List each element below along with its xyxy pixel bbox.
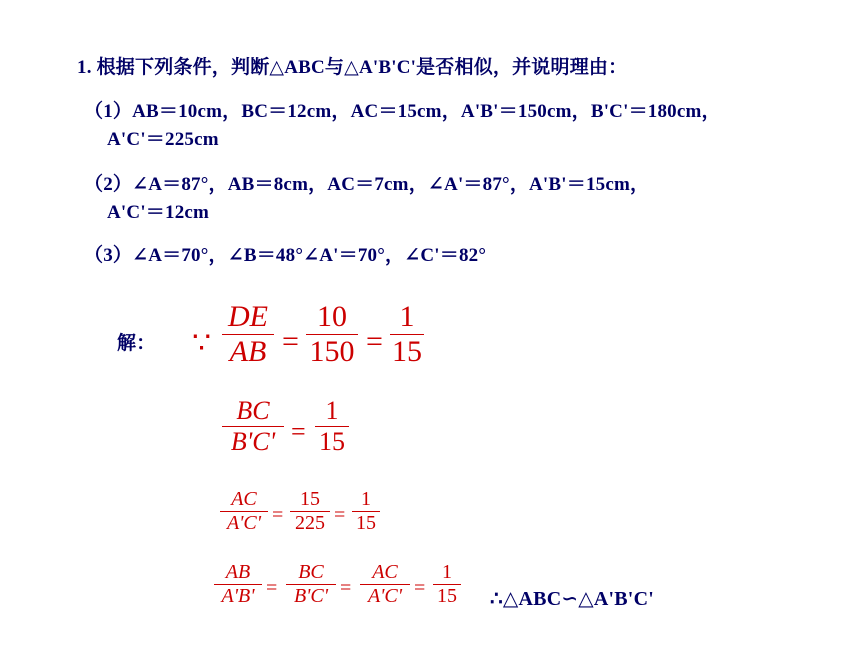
eq4-den4: 15	[437, 585, 457, 607]
eq4-fraction-ac	[360, 561, 410, 608]
eq4-num3: AC	[372, 561, 398, 583]
equals-sign: =	[414, 577, 426, 599]
eq1-fraction-10-150	[306, 300, 358, 369]
conclusion: ∴△ABC∽△A'B'C'	[490, 588, 654, 610]
eq2-fraction-bc	[222, 396, 284, 457]
eq3-den2: 225	[295, 512, 325, 534]
eq4-fraction-bc	[286, 561, 336, 608]
eq1-den1: AB	[229, 335, 267, 368]
eq4-num4: 1	[442, 561, 452, 583]
item3-line1: （3）∠A＝70°，∠B＝48°∠A'＝70°，∠C'＝82°	[84, 245, 487, 266]
eq4-num2: BC	[298, 561, 324, 583]
eq1-den3: 15	[392, 335, 422, 368]
eq2-den1: B'C'	[230, 427, 276, 456]
equals-sign: =	[282, 325, 299, 358]
equals-sign: =	[340, 577, 352, 599]
item1-line2: A'C'＝225cm	[107, 129, 219, 150]
question-title: 1. 根据下列条件，判断△ABC与△A'B'C'是否相似，并说明理由：	[77, 57, 628, 78]
eq1-fraction-de-ab	[222, 300, 274, 369]
eq3-fraction-1-15	[352, 488, 380, 535]
eq4-den3: A'C'	[367, 585, 403, 607]
eq3-num2: 15	[300, 488, 320, 510]
eq1-num1: DE	[228, 300, 268, 333]
eq1-num2: 10	[317, 300, 347, 333]
item2-line2: A'C'＝12cm	[107, 202, 210, 223]
eq4-num1: AB	[225, 561, 251, 583]
eq2-num2: 1	[325, 396, 339, 425]
eq1-fraction-1-15	[390, 300, 424, 369]
equals-sign: =	[366, 325, 383, 358]
because-symbol: ∵	[192, 327, 212, 360]
eq2-num1: BC	[236, 396, 270, 425]
eq2-fraction-1-15	[315, 396, 349, 457]
eq4-den1: A'B'	[221, 585, 255, 607]
eq3-num1: AC	[231, 488, 257, 510]
solution-label: 解：	[117, 333, 156, 354]
eq4-fraction-ab	[214, 561, 262, 608]
item2-line1: （2）∠A＝87°，AB＝8cm，AC＝7cm，∠A'＝87°，A'B'＝15cm，	[84, 174, 650, 195]
equals-sign: =	[266, 577, 278, 599]
eq3-num3: 1	[361, 488, 371, 510]
eq3-fraction-ac	[220, 488, 268, 535]
equals-sign: =	[334, 504, 346, 526]
equals-sign: =	[291, 417, 306, 446]
eq2-den2: 15	[319, 427, 345, 456]
eq4-den2: B'C'	[293, 585, 329, 607]
eq3-fraction-15-225	[290, 488, 330, 535]
equals-sign: =	[272, 504, 284, 526]
eq1-num3: 1	[399, 300, 415, 333]
eq3-den3: 15	[356, 512, 376, 534]
item1-line1: （1）AB＝10cm，BC＝12cm，AC＝15cm，A'B'＝150cm，B'C'＝180cm，	[84, 101, 721, 122]
eq1-den2: 150	[309, 335, 355, 368]
eq3-den1: A'C'	[226, 512, 262, 534]
eq4-fraction-1-15	[433, 561, 461, 608]
